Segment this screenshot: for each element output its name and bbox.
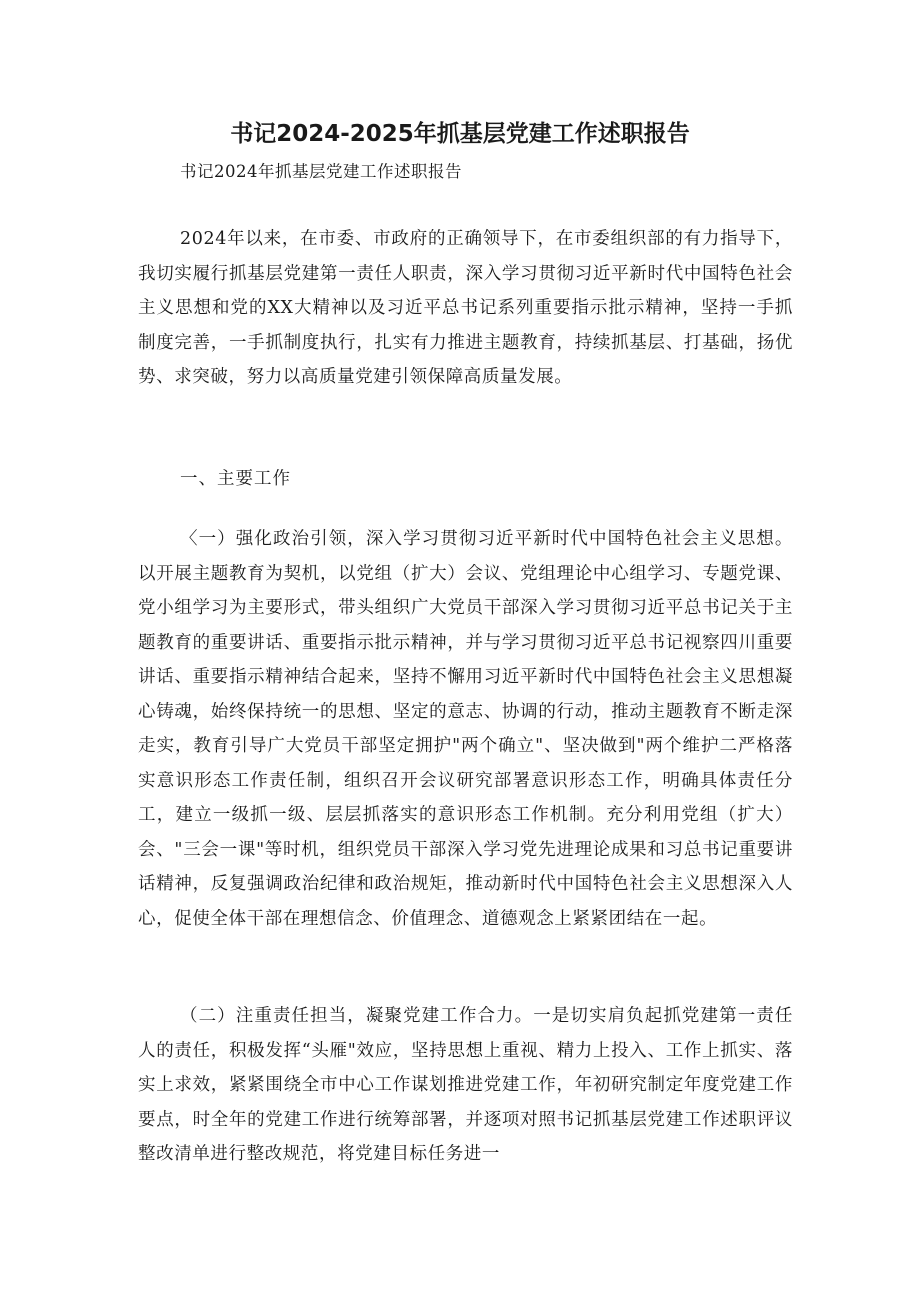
section-heading: 一、主要工作 [180,469,291,489]
paragraph-political-guidance: 〈一）强化政治引领，深入学习贯彻习近平新时代中国特色社会主义思想。以开展主题教育为契机，以党组（扩大）会议、党组理论中心组学习、专题党课、党小组学习为主要形式，带头组织广大党员干部深入学习贯彻习近平总书记关于主题教育的重要讲话、重要指示批示精神，并与学习贯彻习近平总书记视察四川重要讲话、重要指示精神结合起来，坚持不懈用习近平新时代中国特色社会主义思想凝心铸魂，始终保持统一的思想、坚定的意志、协调的行动，推动主题教育不断走深走实，教育引导广大党员干部坚定拥护"两个确立"、坚决做到"两个维护二严格落实意识形态工作责任制，组织召开会议研究部署意识形态工作，明确具体责任分工，建立一级抓一级、层层抓落实的意识形态工作机制。充分利用党组（扩大）会、"三会一课"等时机，组织党员干部深入学习党先进理论成果和习总书记重要讲话精神，反复强调政治纪律和政治规矩，推动新时代中国特色社会主义思想深入人心，促使全体干部在理想信念、价值理念、道德观念上紧紧团结在一起。 [138,529,793,929]
document-title: 书记2024-2025年抓基层党建工作述职报告 [230,121,690,147]
intro-paragraph: 2024年以来，在市委、市政府的正确领导下，在市委组织部的有力指导下，我切实履行抓基层党建第一责任人职责，深入学习贯彻习近平新时代中国特色社会主义思想和党的XX大精神以及习近平总书记系列重要指示批示精神，坚持一手抓制度完善，一手抓制度执行，扎实有力推进主题教育，持续抓基层、打基础，扬优势、求突破，努力以高质量党建引领保障高质量发展。 [138,229,793,387]
document-subtitle: 书记2024年抓基层党建工作述职报告 [180,162,462,181]
paragraph-responsibility: （二）注重责任担当，凝聚党建工作合力。一是切实肩负起抓党建第一责任人的责任，积极发挥“头雁"效应，坚持思想上重视、精力上投入、工作上抓实、落实上求效，紧紧围绕全市中心工作谋划推进党建工作，年初研究制定年度党建工作要点，时全年的党建工作进行统筹部署，并逐项对照书记抓基层党建工作述职评议整改清单进行整改规范，将党建目标任务进一 [138,1006,793,1164]
